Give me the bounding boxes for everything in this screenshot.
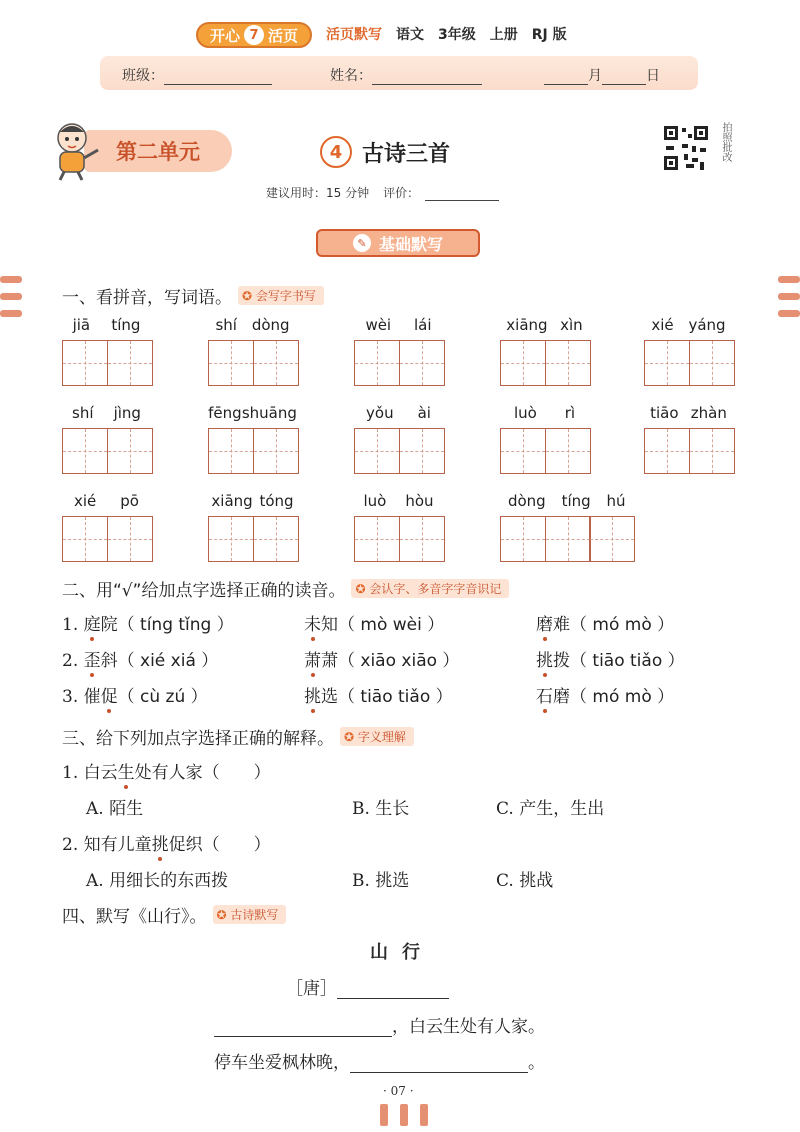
pinyin-syllable: hòu: [405, 492, 434, 510]
pinyin-item[interactable]: [62, 316, 151, 386]
q3-item-1[interactable]: [62, 758, 271, 783]
writing-cell[interactable]: [500, 428, 546, 474]
writing-grid[interactable]: [208, 516, 297, 562]
pinyin-syllable: fēng: [208, 404, 242, 422]
unit-tag-text: 第二单元: [116, 140, 200, 164]
day-label: 日: [646, 68, 660, 84]
eval-label: 评价：: [383, 186, 420, 200]
pinyin-syllable: yǒu: [366, 404, 394, 422]
writing-cell[interactable]: [107, 516, 153, 562]
writing-cell[interactable]: [399, 516, 445, 562]
pinyin-item[interactable]: [354, 492, 443, 562]
dotted-character: 石: [536, 687, 553, 707]
pinyin-label: [208, 316, 297, 338]
pinyin-syllable: yáng: [688, 316, 726, 334]
line-2-text: 停车坐爱枫林晚，: [214, 1053, 350, 1073]
q3-heading: [62, 724, 414, 749]
reading-options: （ cù zú ）: [117, 687, 208, 707]
qr-label: 拍照批改: [720, 122, 731, 162]
page-header: [0, 22, 800, 48]
reading-options: 斜（ xié xiá ）: [100, 651, 219, 671]
writing-cell[interactable]: [107, 340, 153, 386]
writing-grid[interactable]: [62, 340, 151, 386]
pinyin-item[interactable]: [354, 404, 443, 474]
q4-heading: [62, 902, 286, 927]
writing-cell[interactable]: [354, 340, 400, 386]
time-label: 建议用时：15 分钟: [266, 186, 370, 200]
dotted-character: 歪: [83, 651, 101, 671]
q3-item-2[interactable]: [62, 830, 271, 855]
lesson-number: 4: [320, 136, 352, 168]
pinyin-syllable: hú: [606, 492, 626, 510]
writing-cell[interactable]: [107, 428, 153, 474]
mascot-icon: [44, 118, 106, 182]
q2-tag: ✪ 会认字、多音字字音识记: [351, 579, 509, 598]
lesson-title-text: 古诗三首: [362, 141, 451, 167]
writing-cell[interactable]: [253, 340, 299, 386]
pinyin-syllable: xìn: [560, 316, 583, 334]
pinyin-label: [500, 492, 634, 514]
reading-choice[interactable]: [536, 646, 685, 671]
dotted-character: 庭: [83, 615, 101, 635]
dotted-character: 挑: [536, 651, 553, 671]
header-grade: 3年级: [438, 27, 476, 43]
pinyin-label: [500, 316, 589, 338]
pinyin-label: [354, 404, 443, 426]
pinyin-item[interactable]: [62, 492, 151, 562]
reading-options: 院（ tíng tǐng ）: [100, 615, 234, 635]
day-blank[interactable]: [602, 69, 646, 85]
pinyin-syllable: tóng: [259, 492, 294, 510]
reading-options: 难（ mó mò ）: [553, 615, 675, 635]
writing-grid[interactable]: [644, 340, 733, 386]
header-term: 上册: [489, 27, 518, 43]
logo-right-text: 活页: [268, 26, 299, 45]
q1-heading: [62, 283, 324, 308]
writing-grid[interactable]: [354, 516, 443, 562]
pinyin-label: [354, 316, 443, 338]
pinyin-syllable: xié: [651, 316, 674, 334]
name-blank[interactable]: [372, 69, 482, 85]
pinyin-item[interactable]: [644, 316, 733, 386]
left-margin-ticks: [0, 276, 22, 317]
writing-grid[interactable]: [500, 516, 634, 562]
line-2-blank[interactable]: [350, 1055, 528, 1073]
writing-cell[interactable]: [354, 516, 400, 562]
month-blank[interactable]: [544, 69, 588, 85]
reading-options: 磨（ mó mò ）: [553, 687, 675, 707]
reading-options: 拨（ tiāo tiǎo ）: [553, 651, 685, 671]
student-info-bar: [100, 56, 698, 90]
writing-cell[interactable]: [62, 516, 108, 562]
writing-cell[interactable]: [62, 340, 108, 386]
writing-grid[interactable]: [354, 340, 443, 386]
pinyin-label: [644, 404, 733, 426]
poem-title: 山行: [370, 942, 434, 963]
q3-item-1-option-c[interactable]: C. 产生，生出: [496, 799, 605, 819]
writing-cell[interactable]: [500, 516, 546, 562]
writing-cell[interactable]: [644, 340, 690, 386]
writing-cell[interactable]: [208, 516, 254, 562]
pinyin-label: [500, 404, 589, 426]
pinyin-syllable: rì: [564, 404, 576, 422]
writing-cell[interactable]: [399, 340, 445, 386]
class-field[interactable]: [122, 65, 272, 85]
header-title: [326, 24, 567, 44]
month-label: 月: [588, 68, 602, 84]
q1-title: 一、看拼音，写词语。: [62, 288, 232, 308]
q3-tag: ✪ 字义理解: [340, 727, 414, 746]
dotted-character: 促: [100, 687, 118, 707]
q3-item-2-option-c[interactable]: C. 挑战: [496, 871, 554, 891]
reading-choice[interactable]: [304, 682, 453, 707]
pinyin-syllable: xiāng: [506, 316, 548, 334]
pinyin-syllable: lái: [414, 316, 432, 334]
q2-heading: [62, 576, 509, 601]
q3-item-2-option-a[interactable]: A. 用细长的东西拨: [86, 871, 229, 891]
writing-grid[interactable]: [354, 428, 443, 474]
header-edition: RJ 版: [531, 27, 567, 43]
q3-item-2-dotted: 挑: [151, 835, 169, 855]
reading-choice[interactable]: [536, 610, 674, 635]
pinyin-syllable: zhàn: [690, 404, 727, 422]
pen-icon: ✎: [353, 234, 371, 252]
pinyin-syllable: jiā: [72, 316, 91, 334]
choice-number: 1.: [62, 615, 84, 635]
poem-dynasty: [286, 974, 449, 999]
section-badge: [316, 229, 480, 257]
q3-item-1-option-b[interactable]: B. 生长: [352, 799, 410, 819]
writing-grid[interactable]: [62, 516, 151, 562]
qr-code-icon[interactable]: [662, 124, 710, 172]
name-field[interactable]: [330, 65, 482, 85]
writing-cell[interactable]: [253, 516, 299, 562]
reading-options: 知（ mò wèi ）: [321, 615, 445, 635]
q3-item-2-option-b[interactable]: B. 挑选: [352, 871, 410, 891]
q3-item-1-option-a[interactable]: A. 陌生: [86, 799, 144, 819]
pinyin-item[interactable]: [500, 316, 589, 386]
writing-cell[interactable]: [689, 340, 735, 386]
q2-title: 二、用“√”给加点字选择正确的读音。: [62, 581, 346, 601]
class-blank[interactable]: [164, 69, 272, 85]
q3-title: 三、给下列加点字选择正确的解释。: [62, 729, 334, 749]
pinyin-label: [62, 316, 151, 338]
pinyin-syllable: xiāng: [211, 492, 253, 510]
reading-choice[interactable]: [304, 646, 459, 671]
reading-options: 萧（ xiāo xiāo ）: [321, 651, 460, 671]
eval-blank[interactable]: [425, 187, 499, 201]
writing-cell[interactable]: [253, 428, 299, 474]
writing-cell[interactable]: [689, 428, 735, 474]
q4-title: 四、默写《山行》。: [62, 907, 207, 927]
choice-number: 3. 催: [62, 687, 101, 707]
section-badge-text: 基础默写: [378, 234, 443, 254]
dotted-character: 磨: [536, 615, 553, 635]
dotted-character: 萧: [304, 651, 321, 671]
dotted-character: 未: [304, 615, 321, 635]
q3-item-2-pre: 2. 知有儿童: [62, 835, 152, 855]
writing-cell[interactable]: [208, 340, 254, 386]
reading-options: 选（ tiāo tiǎo ）: [321, 687, 453, 707]
pinyin-syllable: pō: [120, 492, 139, 510]
pinyin-item[interactable]: [208, 316, 297, 386]
writing-grid[interactable]: [500, 428, 589, 474]
writing-grid[interactable]: [62, 428, 151, 474]
dynasty-label: ［唐］: [286, 979, 337, 999]
pinyin-syllable: ài: [417, 404, 431, 422]
pinyin-item[interactable]: [354, 316, 443, 386]
pinyin-item[interactable]: [208, 492, 297, 562]
reading-choice[interactable]: [536, 682, 674, 707]
poem-line-2: [214, 1048, 545, 1073]
lesson-title: [320, 136, 450, 168]
pinyin-syllable: tíng: [111, 316, 141, 334]
writing-cell[interactable]: [399, 428, 445, 474]
pinyin-item[interactable]: [208, 404, 297, 474]
line-1-text: ，白云生处有人家。: [392, 1017, 545, 1037]
pinyin-syllable: tíng: [561, 492, 591, 510]
name-label: 姓名：: [330, 68, 372, 84]
pinyin-item[interactable]: [644, 404, 733, 474]
pinyin-label: [62, 492, 151, 514]
reading-choice[interactable]: [62, 646, 218, 671]
q3-item-1-dotted: 生: [117, 763, 135, 783]
logo-left-text: 开心: [209, 26, 240, 45]
line-2-end: 。: [528, 1053, 545, 1073]
choice-number: 2.: [62, 651, 84, 671]
poem-line-1: [214, 1012, 545, 1037]
writing-cell[interactable]: [354, 428, 400, 474]
logo-number: 7: [244, 25, 264, 45]
pinyin-syllable: shuāng: [241, 404, 297, 422]
q3-item-1-pre: 1. 白云: [62, 763, 118, 783]
footer-bars: [380, 1104, 428, 1126]
header-brand: 活页默写: [326, 27, 382, 43]
right-margin-ticks: [778, 276, 800, 317]
reading-choice[interactable]: [304, 610, 444, 635]
writing-cell[interactable]: [589, 516, 635, 562]
pinyin-syllable: luò: [513, 404, 537, 422]
writing-grid[interactable]: [208, 428, 297, 474]
writing-cell[interactable]: [545, 340, 591, 386]
writing-cell[interactable]: [644, 428, 690, 474]
reading-choice[interactable]: [62, 610, 234, 635]
pinyin-syllable: wèi: [365, 316, 392, 334]
page-number: · 07 ·: [383, 1084, 414, 1098]
date-field[interactable]: [544, 65, 660, 85]
pinyin-syllable: dòng: [251, 316, 290, 334]
pinyin-label: [644, 316, 733, 338]
pinyin-syllable: shí: [215, 316, 237, 334]
writing-cell[interactable]: [545, 428, 591, 474]
pinyin-label: [354, 492, 443, 514]
pinyin-syllable: jìng: [113, 404, 141, 422]
pinyin-label: [62, 404, 151, 426]
pinyin-item[interactable]: [500, 492, 634, 562]
pinyin-syllable: shí: [72, 404, 94, 422]
q3-item-1-post: 处有人家（ ）: [134, 763, 271, 783]
pinyin-item[interactable]: [500, 404, 589, 474]
author-blank[interactable]: [337, 981, 449, 999]
writing-cell[interactable]: [500, 340, 546, 386]
dotted-character: 挑: [304, 687, 321, 707]
pinyin-syllable: xié: [74, 492, 97, 510]
lesson-meta: [266, 184, 499, 201]
writing-cell[interactable]: [545, 516, 591, 562]
q3-item-2-post: 促织（ ）: [168, 835, 271, 855]
pinyin-item[interactable]: [62, 404, 151, 474]
writing-cell[interactable]: [208, 428, 254, 474]
writing-grid[interactable]: [644, 428, 733, 474]
brand-logo: [196, 22, 312, 48]
class-label: 班级：: [122, 68, 164, 84]
header-subject: 语文: [396, 27, 424, 43]
line-1-blank[interactable]: [214, 1019, 392, 1037]
pinyin-syllable: luò: [363, 492, 387, 510]
pinyin-label: [208, 404, 297, 426]
pinyin-syllable: tiāo: [650, 404, 679, 422]
q4-tag: ✪ 古诗默写: [213, 905, 287, 924]
writing-cell[interactable]: [62, 428, 108, 474]
pinyin-label: [208, 492, 297, 514]
reading-choice[interactable]: [62, 682, 208, 707]
writing-grid[interactable]: [500, 340, 589, 386]
writing-grid[interactable]: [208, 340, 297, 386]
pinyin-syllable: dòng: [507, 492, 546, 510]
unit-tag: [84, 130, 232, 172]
q1-tag: ✪ 会写字书写: [238, 286, 324, 305]
